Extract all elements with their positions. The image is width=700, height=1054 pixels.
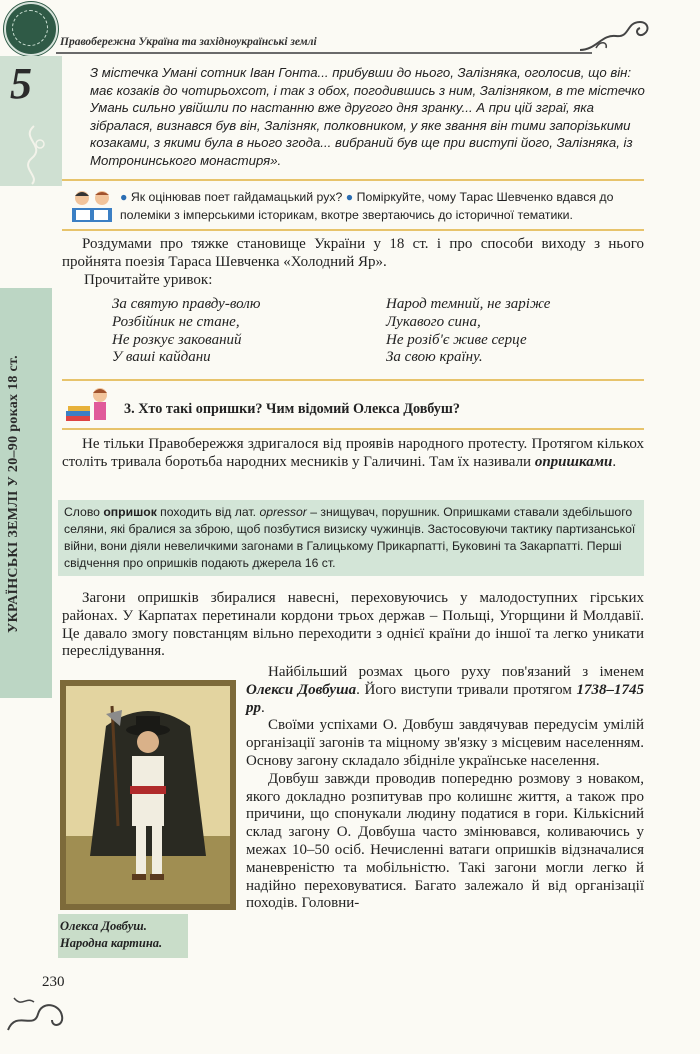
question-2: Поміркуйте, чому Тарас Шевченко вдався до полеміки з імперськими історикам, вкотре звертаючись до історичної тематики. bbox=[120, 190, 614, 222]
paragraph-text: Не тільки Правобережжя здригалося від проявів народного протесту. Протягом кількох століть тривала боротьба народних месників у Галичині. Там їх називали bbox=[62, 436, 644, 470]
page-number: 230 bbox=[42, 974, 65, 990]
poem-line: Не розіб'є живе серце bbox=[386, 331, 527, 348]
poem-line: За святую правду-волю bbox=[112, 296, 261, 312]
definition-text-part: походить від лат. bbox=[156, 505, 260, 519]
divider bbox=[62, 428, 644, 430]
logo-ring bbox=[12, 10, 48, 46]
paragraph: Роздумами про тяжке становище України у 18 ст. і про способи виходу з нього пройнята поезія Тараса Шевченка «Холодний Яр». bbox=[62, 236, 644, 270]
running-header: Правобережна Україна та західноукраїнські землі bbox=[60, 36, 317, 48]
poem-line: У ваші кайдани bbox=[112, 349, 211, 366]
chapter-number: 5 bbox=[10, 59, 32, 108]
caption-line: Народна картина. bbox=[60, 936, 163, 950]
definition-text-part: – знищувач, порушник. Опришками ставали здебільшого селяни, які бралися за зброю, щоб позбутися визиску чужинців. Застосовуючи тактику партизанської війни, вони діяли невеличкими загонами в Галицькому Прикарпатті, Буковині та Закарпатті. Перші свідчення про опришків подають джерела 16 ст. bbox=[64, 505, 636, 570]
paragraph-text: . Його виступи тривали протягом bbox=[356, 681, 577, 698]
years: 1738–1745 рр bbox=[246, 681, 644, 716]
divider bbox=[62, 179, 644, 181]
person-name: Олекси Довбуша bbox=[246, 681, 357, 698]
definition-term: опришок bbox=[103, 505, 157, 519]
dovbush-portrait-image bbox=[66, 686, 230, 904]
divider bbox=[62, 229, 644, 231]
corner-flourish-icon bbox=[4, 990, 74, 1036]
image-caption bbox=[60, 918, 188, 952]
poem-line: Розбійник не стане, bbox=[112, 313, 240, 330]
bullet-icon: ● bbox=[345, 190, 354, 204]
side-flourish-icon bbox=[10, 124, 58, 186]
paragraph bbox=[246, 664, 644, 717]
paragraph: Своїми успіхами О. Довбуш завдячував передусім умілій організації загонів та міцному зв'язку з місцевим населенням. Основу загону складало збідніле українське населення. bbox=[246, 717, 644, 769]
poem-right-column bbox=[386, 296, 646, 367]
paragraph-text: Найбільший розмах цього руху пов'язаний з іменем bbox=[268, 664, 644, 680]
source-quote: З містечка Умані сотник Іван Гонта... прибувши до нього, Залізняка, оголосив, що він: має козаків до чотирьохсот, і так з обох, погодившись з ним, Залізняком, в те містечко Умань сильно увійшли по настанню вже другого дня зранку... А при цій зграї, яка зібралася, визнався був він, Залізняк, полковником, у яке звання він тими запорізькими козаками, з якими була в нього згода... вибраний був ще при виступі його, Залізняка, із Мотронинського монастиря». bbox=[90, 65, 645, 168]
caption-line: Олекса Довбуш. bbox=[60, 919, 147, 933]
paragraph-text: . bbox=[612, 453, 617, 470]
read-label: Прочитайте уривок: bbox=[84, 272, 213, 288]
latin-word: opressor bbox=[259, 505, 307, 519]
header-flourish-icon bbox=[576, 14, 652, 56]
questions-block bbox=[120, 189, 645, 224]
poem-line: Народ темний, не заріже bbox=[386, 296, 551, 312]
reading-student-icon bbox=[64, 385, 114, 425]
definition-text-part: Слово bbox=[64, 505, 104, 519]
term-oprishky: опришками bbox=[534, 453, 613, 470]
section-heading: 3. Хто такі опришки? Чим відомий Олекса Довбуш? bbox=[124, 401, 460, 417]
poem-line: Не розкує закований bbox=[112, 331, 242, 348]
definition-text bbox=[64, 504, 639, 572]
poem-line: За свою країну. bbox=[386, 349, 483, 366]
paragraph-text: . bbox=[261, 699, 265, 716]
poem-left-column bbox=[112, 296, 362, 367]
right-column-text bbox=[246, 664, 644, 913]
side-section-title: УКРАЇНСЬКІ ЗЕМЛІ У 20–90 роках 18 ст. bbox=[6, 355, 21, 633]
paragraph: Довбуш завжди проводив попередню розмову з новаком, якого докладно розпитував про колишнє життя, а також про причини, що спонукали людину податися в гори. Кількісний склад загону О. Довбуша часто змінювався, коливаючись у межах 10–50 осіб. Нечисленні ватаги опришків відзначалися маневреністю та мобільністю. Такі загони могли легко й надійно переховуватися. Багато залежало й від організації походів. Головни- bbox=[246, 770, 644, 912]
divider bbox=[62, 379, 644, 381]
students-icon bbox=[68, 186, 116, 226]
paragraph bbox=[62, 436, 644, 472]
poem-line: Лукавого сина, bbox=[386, 313, 481, 330]
bullet-icon: ● bbox=[120, 190, 128, 204]
question-1: Як оцінював поет гайдамацький рух? bbox=[130, 190, 343, 204]
paragraph: Загони опришків збиралися навесні, переховуючись у малодоступних гірських районах. У Карпатах перетинали кордони трьох держав – Польщі, Угорщини й Молдавії. Це давало змогу повстанцям вільно переходити з однієї країни до іншої та легко уникати переслідування. bbox=[62, 590, 644, 660]
